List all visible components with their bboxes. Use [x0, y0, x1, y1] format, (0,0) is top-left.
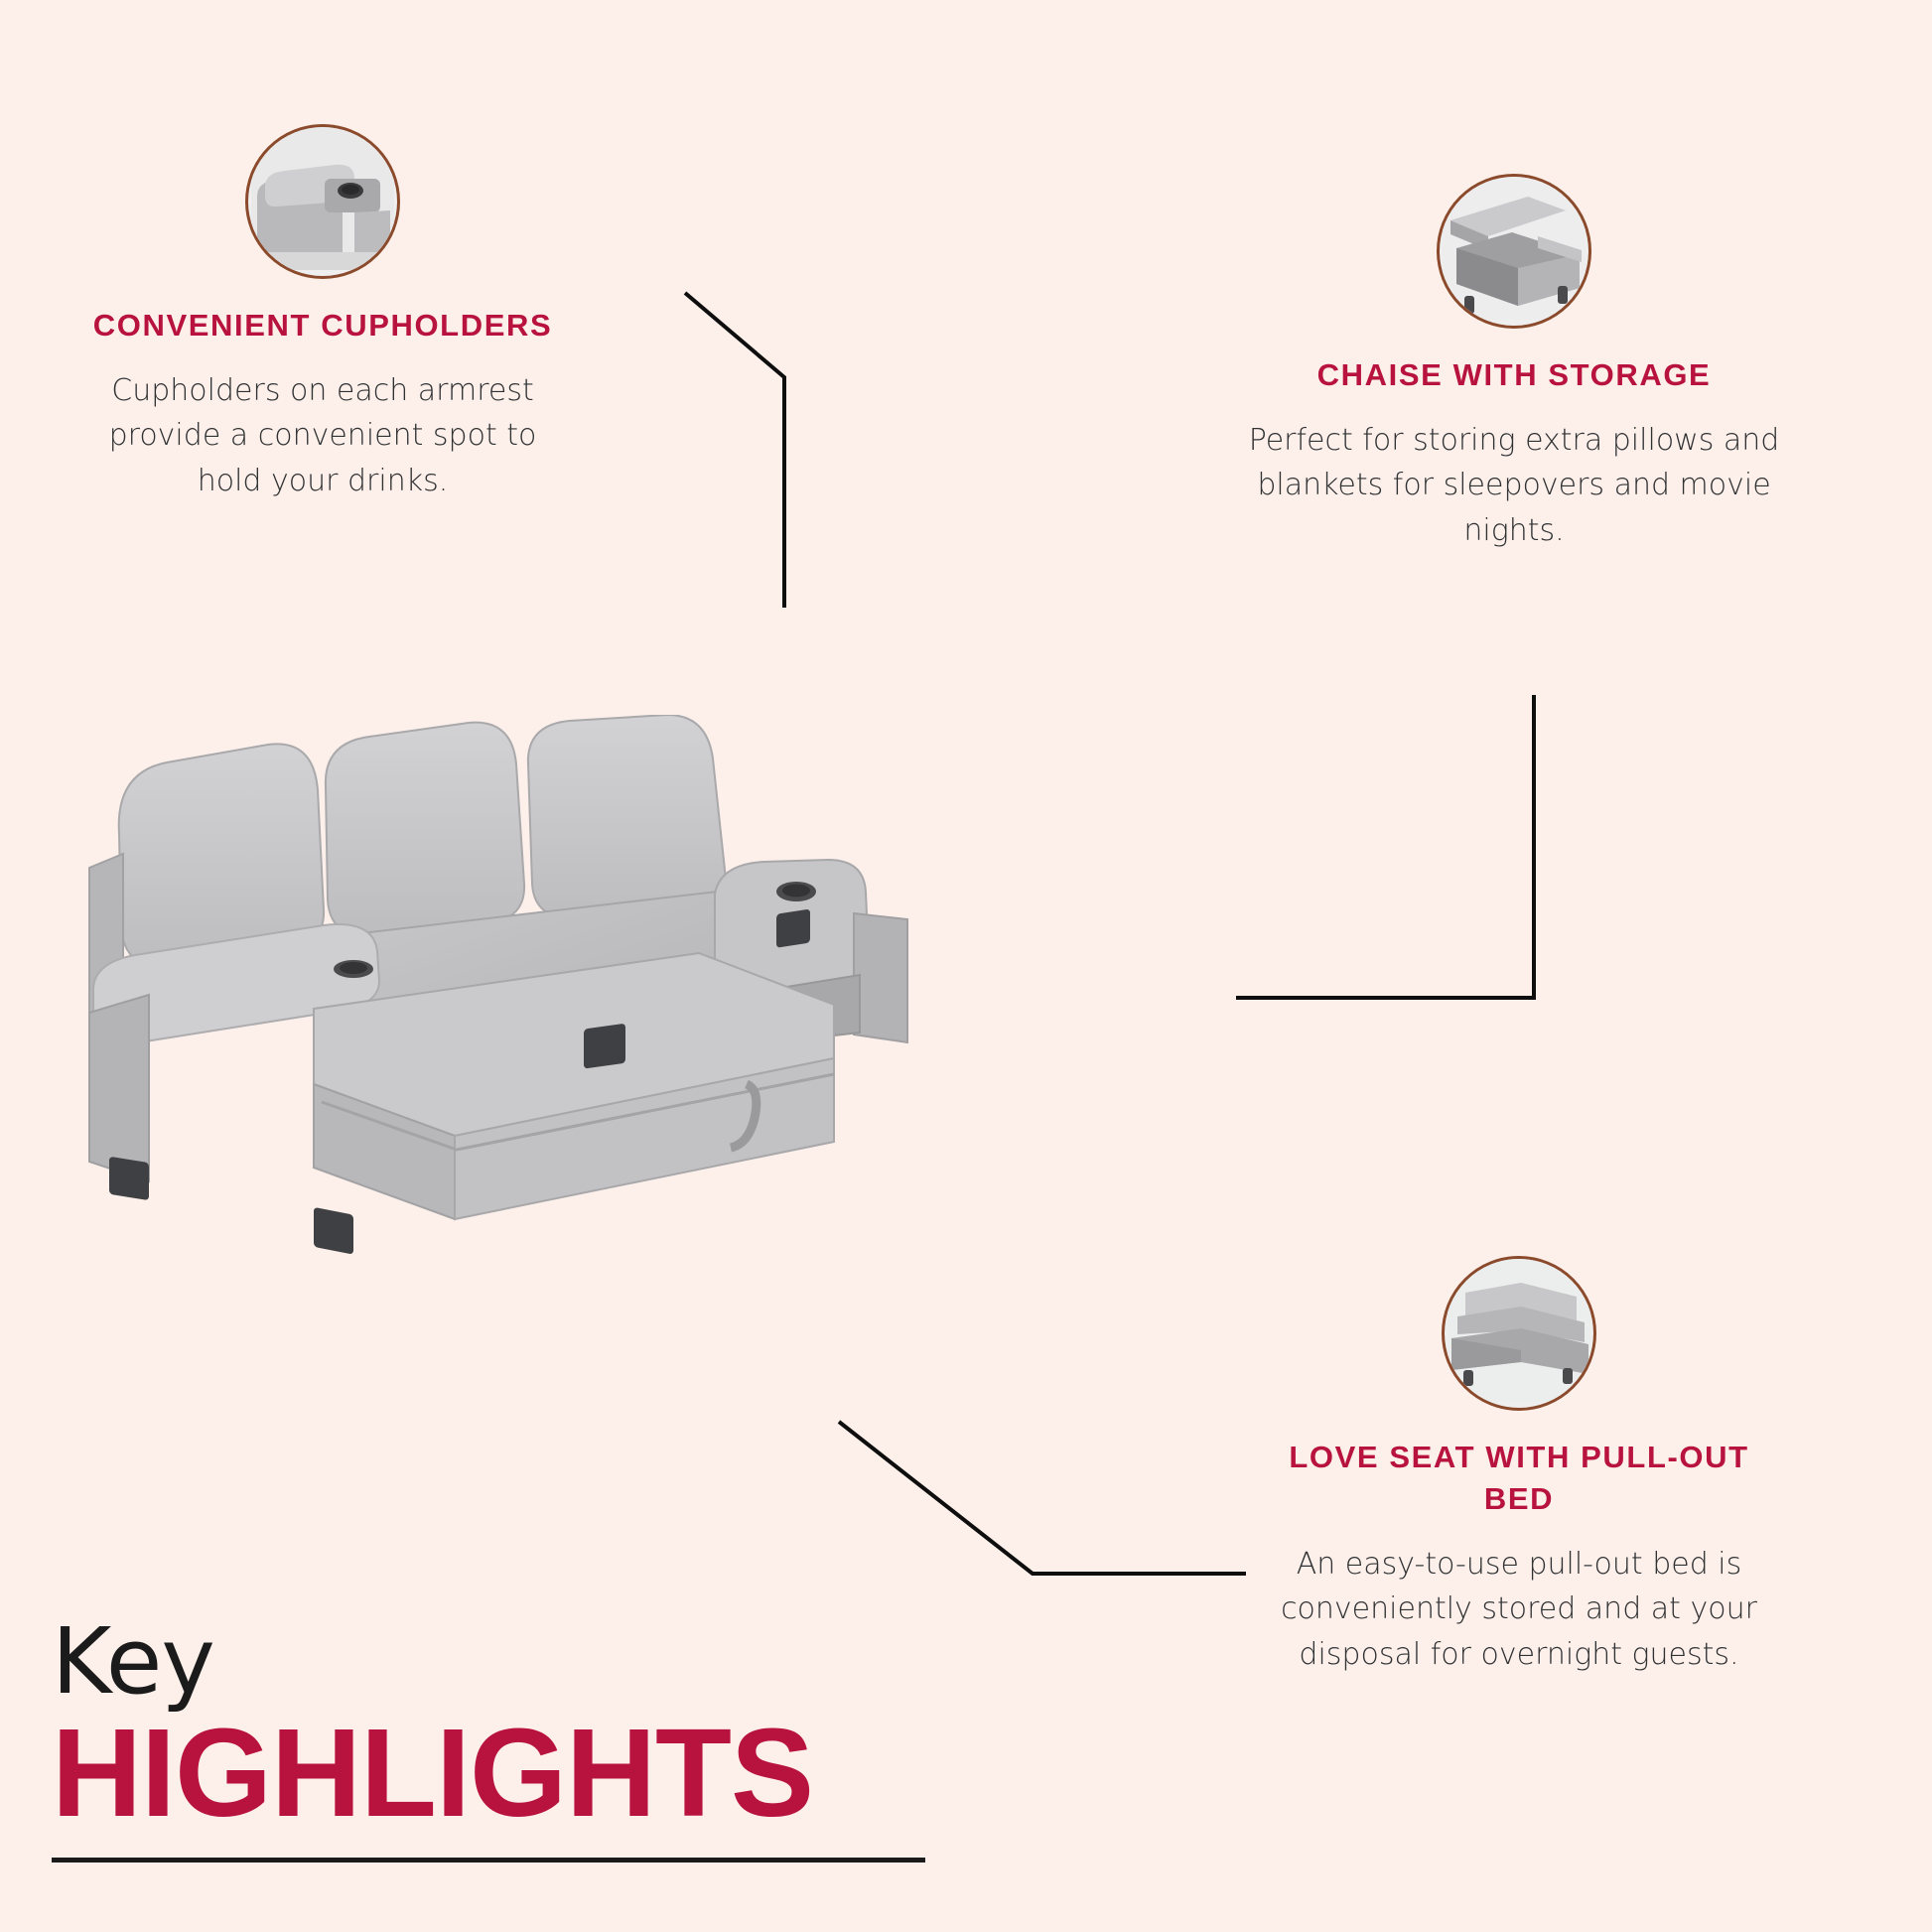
feature-cupholders-title: CONVENIENT CUPHOLDERS [92, 308, 553, 343]
feature-pullout-title: LOVE SEAT WITH PULL-OUT BED [1289, 1440, 1749, 1516]
feature-pullout-bed [1271, 1256, 1767, 1677]
feature-chaise-body: Perfect for storing extra pillows and blankets for sleepovers and movie nights. [1248, 422, 1780, 549]
page-title-line2: HIGHLIGHTS [52, 1703, 813, 1843]
product-image-sofa [79, 715, 953, 1271]
feature-chaise-thumb-wrap [1246, 174, 1782, 329]
sofa-illustration [79, 715, 953, 1271]
armrest-cupholder-photo-icon [245, 124, 400, 279]
feature-cupholders-body: Cupholders on each armrest provide a convenient spot to hold your drinks. [108, 372, 537, 499]
pull-out-bed-photo-icon [1442, 1256, 1596, 1411]
feature-pullout-thumb-wrap [1271, 1256, 1767, 1411]
armrest-cupholder-illustration [251, 127, 394, 270]
chaise-storage-illustration [1443, 177, 1586, 320]
page-title-line1: Key [52, 1607, 214, 1715]
feature-cupholders [74, 124, 571, 504]
feature-cupholders-thumb-wrap [74, 124, 571, 279]
feature-chaise-storage [1246, 174, 1782, 554]
title-divider [52, 1858, 925, 1863]
feature-chaise-title: CHAISE WITH STORAGE [1316, 357, 1712, 392]
pull-out-bed-illustration [1448, 1259, 1590, 1402]
feature-pullout-body: An easy-to-use pull-out bed is conveniently stored and at your disposal for overnight guests. [1281, 1546, 1757, 1672]
chaise-storage-photo-icon [1437, 174, 1591, 329]
page-title-block [52, 1607, 945, 1863]
